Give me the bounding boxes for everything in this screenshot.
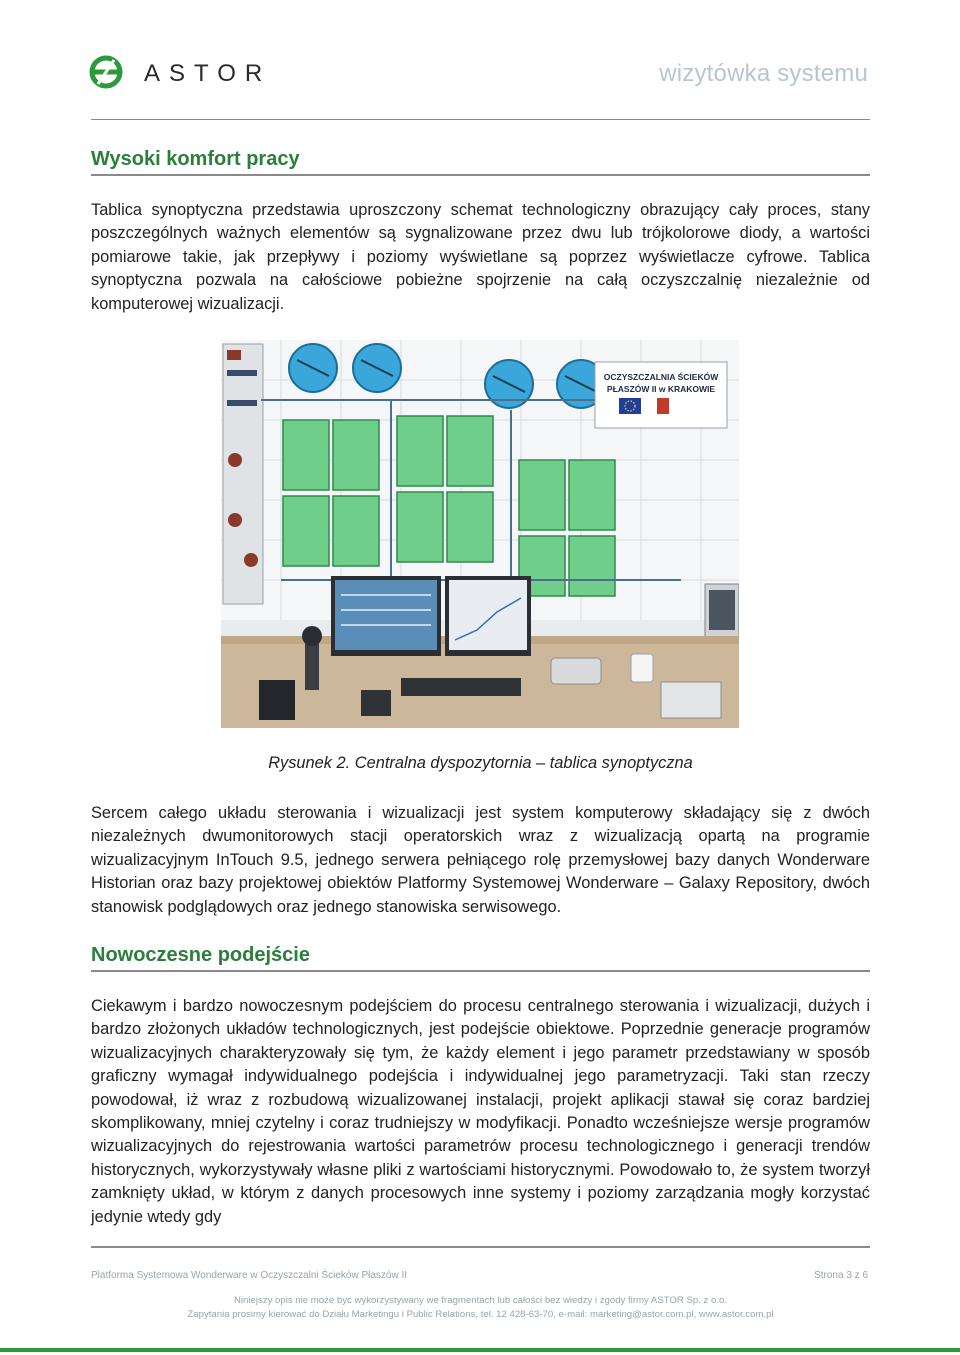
- desk-phone-icon: [551, 658, 601, 684]
- astor-logo: [88, 54, 278, 90]
- board-title-line2: PŁASZÓW II w KRAKOWIE: [606, 384, 716, 394]
- section-paragraph-modern: Ciekawym i bardzo nowoczesnym podejściem do procesu centralnego sterowania i wizualizacji, dużych i bardzo złożonych układów technologicznych, jest podejście obiektowe. Poprzednie generacje programów wizualizacyjnych charakteryzowały się tym, że każdy element i jego parametr przedstawiany w sposób graficzny wymagał indywidualnego podejścia i indywidualnej jego parametryzacji. Taki stan rzeczy powodował, iż wraz z rozbudową wizualizowanej instalacji, projekt aplikacji stawał się coraz bardziej skomplikowany, mniej czytelny i coraz trudniejszy w modyfikacji. Ponadto wcześniejsze wersje programów wizualizacyjnych do rejestrowania wartości parametrów procesu technologicznego i generacji trendów historycznych, wykorzystywały własne pliki z wartościami historycznymi. Powodowało to, że system tworzył zamknięty układ, w którym z danych procesowych inne systemy i poziomy zarządzania mogły korzystać jedynie wtedy gdy: [91, 997, 870, 1226]
- control-room-photo: [221, 340, 739, 728]
- section-heading-rule: [91, 970, 870, 972]
- section-paragraph-comfort: Tablica synoptyczna przedstawia uproszczony schemat technologiczny obrazujący cały proces, stany poszczególnych ważnych elementów są sygnalizowane przez dwu lub trójkolorowe diody, a wartości pomiarowe takie, jak przepływy i poziomy wyświetlane są poprzez wyświetlacze cyfrowe. Tablica synoptyczna pozwala na całościowe pobieżne spojrzenie na całą oczyszczalnię niezależnie od komputerowej wizualizacji.: [91, 201, 870, 313]
- figure-caption: Rysunek 2. Centralna dyspozytornia – tablica synoptyczna: [268, 754, 693, 772]
- footer-document-title: Platforma Systemowa Wonderware w Oczyszczalni Ścieków Płaszów II: [91, 1270, 408, 1281]
- footer-divider: [91, 1246, 870, 1248]
- board-title-line1: OCZYSZCZALNIA ŚCIEKÓW: [603, 372, 719, 382]
- mug-icon: [631, 654, 653, 682]
- header-title: wizytówka systemu: [659, 60, 868, 87]
- section-heading-comfort: Wysoki komfort pracy: [91, 148, 300, 170]
- city-crest-icon: [657, 398, 669, 414]
- synoptic-board-illustration: [221, 340, 739, 728]
- bottom-accent-line: [0, 1348, 960, 1352]
- header-divider: [91, 119, 870, 120]
- footer-contact-note: Zapytania prosimy kierować do Działu Marketingu i Public Relations, tel. 12 428-63-70, e-mail: marketing@astor.com.pl, www.astor.com.pl: [187, 1309, 774, 1320]
- section-heading-rule: [91, 174, 870, 176]
- system-description-paragraph: Sercem całego układu sterowania i wizualizacji jest system komputerowy składający się z dwóch niezależnych dwumonitorowych stacji operatorskich wraz z wizualizacją opartą na programie wizualizacyjnym InTouch 9.5, jednego serwera pełniącego rolę przemysłowej bazy danych Wonderware Historian oraz bazy projektowej obiektów Platformy Systemowej Wonderware – Galaxy Repository, dwóch stanowisk podglądowych oraz jednego stanowiska serwisowego.: [91, 804, 870, 916]
- footer-page-number: Strona 3 z 6: [814, 1270, 868, 1281]
- eu-flag-icon: [619, 398, 641, 414]
- astor-logo-mark: [88, 54, 278, 90]
- footer-copyright-note: Niniejszy opis nie może być wykorzystywany we fragmentach lub całości bez wiedzy i zgody firmy ASTOR Sp. z o.o.: [233, 1295, 728, 1306]
- logo-wordmark: ASTOR: [144, 60, 272, 87]
- section-heading-modern: Nowoczesne podejście: [91, 944, 310, 966]
